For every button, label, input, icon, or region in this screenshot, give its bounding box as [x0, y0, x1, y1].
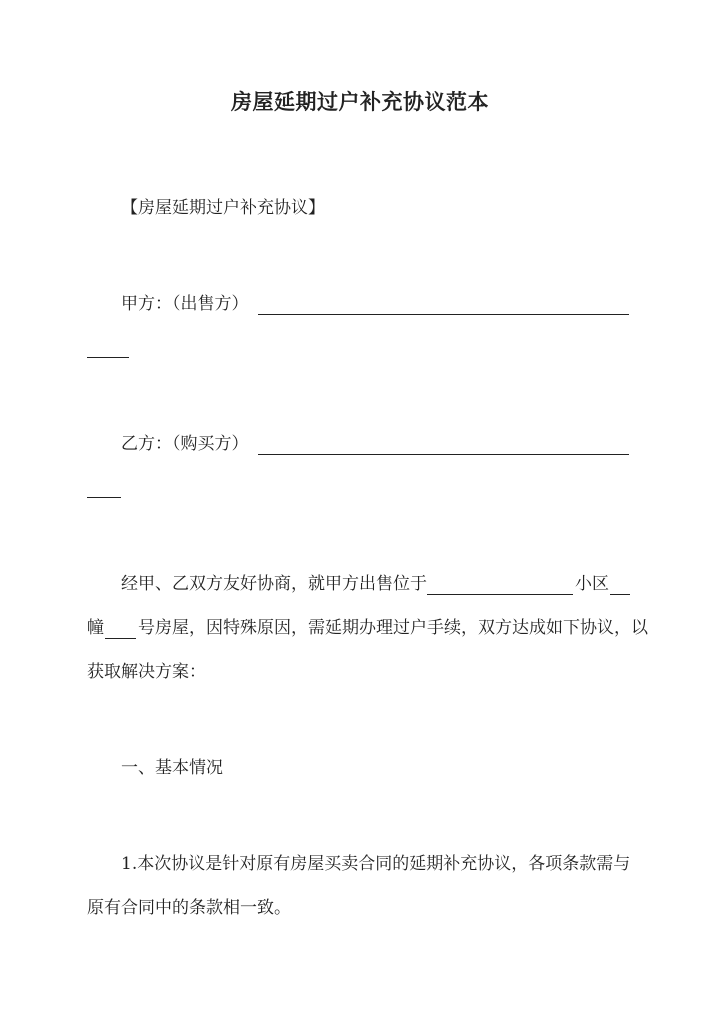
- party-a-label: 甲方：（出售方）: [121, 294, 249, 314]
- party-b-label: 乙方：（购买方）: [121, 434, 249, 454]
- intro-building-label: 幢: [87, 618, 104, 638]
- building-fill-line: [610, 594, 630, 595]
- house-number-fill-line: [105, 638, 136, 639]
- intro-line-3-text: 获取解决方案：: [87, 662, 206, 682]
- community-fill-line: [427, 594, 573, 595]
- party-b-fill-line-continued: [87, 497, 121, 498]
- clause-1-line-2: 原有合同中的条款相一致。: [87, 898, 291, 918]
- clause-1-line-1: 1.本次协议是针对原有房屋买卖合同的延期补充协议，各项条款需与: [121, 854, 631, 874]
- party-b-fill-line: [258, 454, 629, 455]
- party-a-fill-line-continued: [87, 357, 129, 358]
- intro-community-label: 小区: [575, 574, 609, 594]
- section-1-heading: 一、基本情况: [121, 758, 223, 778]
- party-a-fill-line: [258, 314, 629, 315]
- intro-line-1-text: 经甲、乙双方友好协商，就甲方出售位于: [121, 574, 427, 594]
- document-title: 房屋延期过户补充协议范本: [231, 89, 489, 114]
- intro-line-2-text: 号房屋，因特殊原因，需延期办理过户手续，双方达成如下协议，以: [138, 618, 648, 638]
- agreement-heading: 【房屋延期过户补充协议】: [121, 198, 325, 218]
